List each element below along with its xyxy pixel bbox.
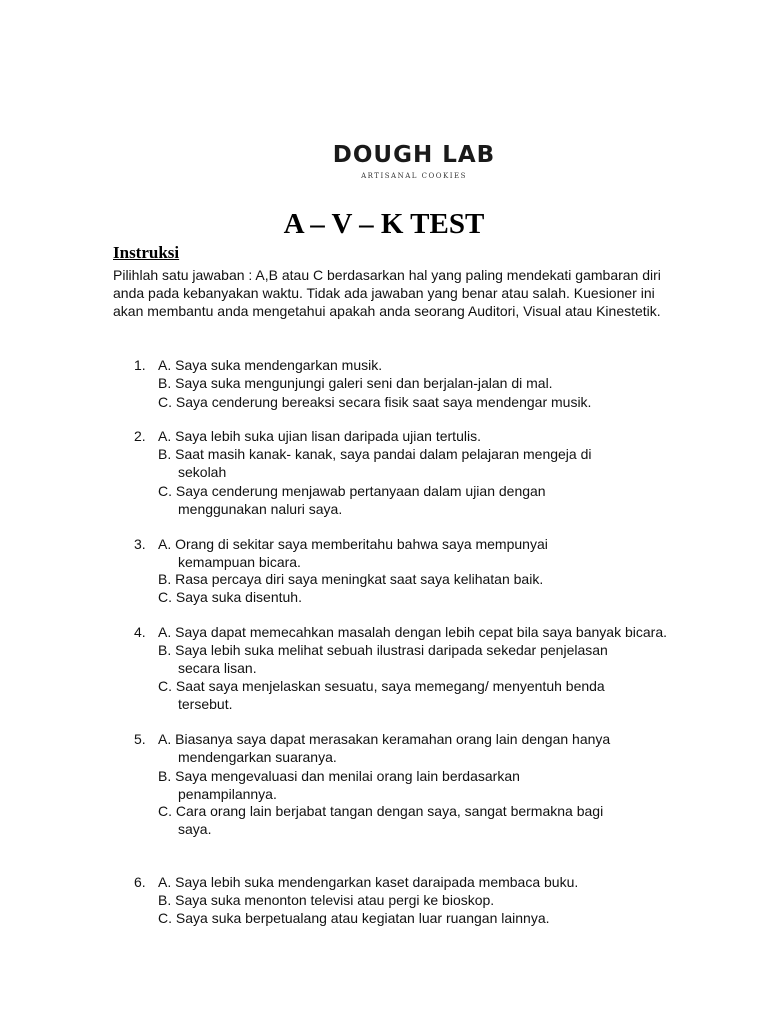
option-c [158,588,718,606]
option-text: C. Saat saya menjelaskan sesuatu, saya memegang/ menyentuh benda [158,678,605,694]
instructions-line: anda pada kebanyakan waktu. Tidak ada jawaban yang benar atau salah. Kuesioner ini [113,285,655,301]
option-a [158,730,718,766]
option-b [158,767,718,803]
option-text-continued: saya. [178,821,212,837]
option-text: A. Saya lebih suka mendengarkan kaset daraipada membaca buku. [158,874,579,890]
option-c [158,677,718,713]
option-text: A. Saya suka mendengarkan musik. [158,357,383,373]
instructions-line: akan membantu anda mengetahui apakah anda seorang Auditori, Visual atau Kinestetik. [113,303,661,319]
option-text-continued: mendengarkan suaranya. [178,749,337,765]
dough-lab-logo [318,100,510,192]
question-number: 3. [134,536,146,552]
option-text: A. Orang di sekitar saya memberitahu bahwa saya mempunyai [158,536,548,552]
option-text-continued: tersebut. [178,696,233,712]
question-number: 2. [134,428,146,444]
question-number: 1. [134,357,146,373]
option-a [158,623,718,641]
option-a [158,356,718,374]
question-number: 5. [134,731,146,747]
option-b [158,891,718,909]
option-c [158,802,718,838]
option-a [158,535,718,571]
question-number: 6. [134,874,146,890]
logo-tagline: ARTISANAL COOKIES [361,172,467,180]
question-number: 4. [134,624,146,640]
option-text-continued: kemampuan bicara. [178,554,301,570]
instructions-line: Pilihlah satu jawaban : A,B atau C berdasarkan hal yang paling mendekati gambaran diri [113,267,661,283]
option-text: C. Saya cenderung menjawab pertanyaan dalam ujian dengan [158,483,546,499]
option-text: C. Saya suka berpetualang atau kegiatan luar ruangan lainnya. [158,910,550,926]
option-text: C. Saya cenderung bereaksi secara fisik saat saya mendengar musik. [158,394,592,410]
option-text: A. Saya lebih suka ujian lisan daripada ujian tertulis. [158,428,481,444]
instructions-text [113,266,713,320]
option-text: C. Saya suka disentuh. [158,589,302,605]
option-text: B. Rasa percaya diri saya meningkat saat saya kelihatan baik. [158,571,544,587]
option-c [158,909,718,927]
option-text: A. Saya dapat memecahkan masalah dengan lebih cepat bila saya banyak bicara. [158,624,667,640]
option-text: B. Saya lebih suka melihat sebuah ilustrasi daripada sekedar penjelasan [158,642,608,658]
option-b [158,641,718,677]
option-text-continued: secara lisan. [178,660,257,676]
option-c [158,482,718,518]
option-text: B. Saya suka mengunjungi galeri seni dan berjalan-jalan di mal. [158,375,553,391]
page-title: A – V – K TEST [283,208,485,240]
option-b [158,445,718,481]
option-text: A. Biasanya saya dapat merasakan keramahan orang lain dengan hanya [158,731,611,747]
option-a [158,427,718,445]
option-text: C. Cara orang lain berjabat tangan dengan saya, sangat bermakna bagi [158,803,604,819]
option-text: B. Saya suka menonton televisi atau pergi ke bioskop. [158,892,495,908]
option-c [158,393,718,411]
option-text-continued: sekolah [178,464,227,480]
option-text-continued: menggunakan naluri saya. [178,501,343,517]
option-b [158,570,718,588]
logo-wordmark: DOUGH LAB [332,142,496,168]
option-b [158,374,718,392]
option-text: B. Saat masih kanak- kanak, saya pandai dalam pelajaran mengeja di [158,446,592,462]
option-a [158,873,718,891]
option-text-continued: penampilannya. [178,786,277,802]
option-text: B. Saya mengevaluasi dan menilai orang lain berdasarkan [158,768,520,784]
instructions-heading: Instruksi [113,243,180,262]
